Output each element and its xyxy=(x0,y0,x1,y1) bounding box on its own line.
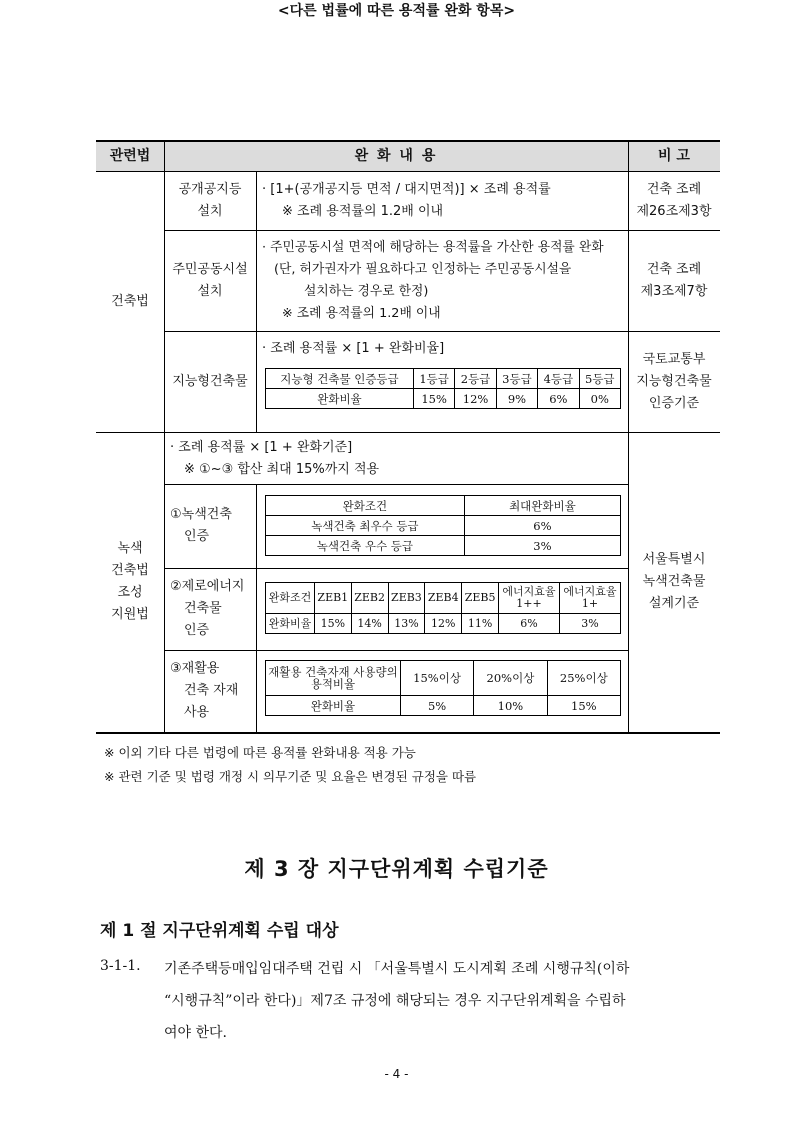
page-number: - 4 - xyxy=(384,1067,409,1081)
green-intro: · 조례 용적률 × [1 + 완화기준] ※ ①~③ 합산 최대 15%까지 적용 xyxy=(170,440,380,477)
paragraph-line-2: “시행규칙”이라 한다)」제7조 규정에 해당되는 경우 지구단위계획을 수립하 xyxy=(164,993,626,1009)
smart-building-grade-table: 지능형 건축물 인증등급 1등급 2등급 3등급 4등급 5등급 완화비율 15% 12% 9% 6% 0% xyxy=(265,368,621,409)
zero-energy-table: 완화조건 ZEB1 ZEB2 ZEB3 ZEB4 ZEB5 에너지효율 1++ 에너지효율 1+ 완화비율 15% 14% 13% 12% 11% 6% 3% xyxy=(265,582,621,634)
item-public-space: 공개공지등 설치 xyxy=(178,181,242,219)
note-green-building: 서울특별시 녹색건축물 설계기준 xyxy=(642,552,706,611)
recycled-material-table: 재활용 건축자재 사용량의 용적비율 15%이상 20%이상 25%이상 완화비율 5% 10% 15% xyxy=(265,660,621,716)
item-zero-energy: ②제로에너지 건축물 인증 xyxy=(170,579,245,638)
section-title: 제 1 절 지구단위계획 수립 대상 xyxy=(100,921,339,941)
header-related-law: 관련법 xyxy=(109,148,151,164)
paragraph-line-1: 기존주택등매입임대주택 건립 시 「서울특별시 도시계획 조례 시행규칙(이하 xyxy=(164,961,630,977)
note-public-space: 건축 조례 제26조제3항 xyxy=(636,181,712,219)
note-smart-building: 국토교통부 지능형건축물 인증기준 xyxy=(636,351,712,411)
footnote-1: ※ 이외 기타 다른 법령에 따른 용적률 완화내용 적용 가능 xyxy=(104,745,416,760)
green-cert-table: 완화조건 최대완화비율 녹색건축 최우수 등급 6% 녹색건축 우수 등급 3% xyxy=(265,495,621,556)
content-community-facility: · 주민공동시설 면적에 해당하는 용적률을 가산한 용적률 완화 (단, 허가권자가 필요하다고 인정하는 주민공동시설을 설치하는 경우로 한정) ※ 조례 용적률의 1.2배 이내 xyxy=(262,239,604,321)
item-smart-building: 지능형건축물 xyxy=(172,373,248,389)
item-community-facility: 주민공동시설 설치 xyxy=(172,261,248,299)
note-community-facility: 건축 조례 제3조제7항 xyxy=(640,261,708,299)
item-green-cert: ①녹색건축 인증 xyxy=(170,507,232,544)
content-smart-building: · 조례 용적률 × [1 + 완화비율] xyxy=(262,341,445,356)
law-green-building-act: 녹색 건축법 조성 지원법 xyxy=(111,541,149,622)
header-content: 완 화 내 용 xyxy=(354,148,438,164)
content-public-space: · [1+(공개공지등 면적 / 대지면적)] × 조례 용적률 ※ 조례 용적률의 1.2배 이내 xyxy=(262,181,551,219)
header-remarks: 비 고 xyxy=(658,148,690,164)
paragraph-line-3: 여야 한다. xyxy=(164,1025,227,1041)
item-recycled-material: ③재활용 건축 자재 사용 xyxy=(170,661,239,720)
footnote-2: ※ 관련 기준 및 법령 개정 시 의무기준 및 요율은 변경된 규정을 따름 xyxy=(104,769,477,784)
chapter-title: 제 3 장 지구단위계획 수립기준 xyxy=(244,857,549,881)
paragraph-number: 3-1-1. xyxy=(100,958,141,974)
table-caption: <다른 법률에 따른 용적률 완화 항목> xyxy=(277,3,516,19)
law-building-act: 건축법 xyxy=(111,293,149,309)
